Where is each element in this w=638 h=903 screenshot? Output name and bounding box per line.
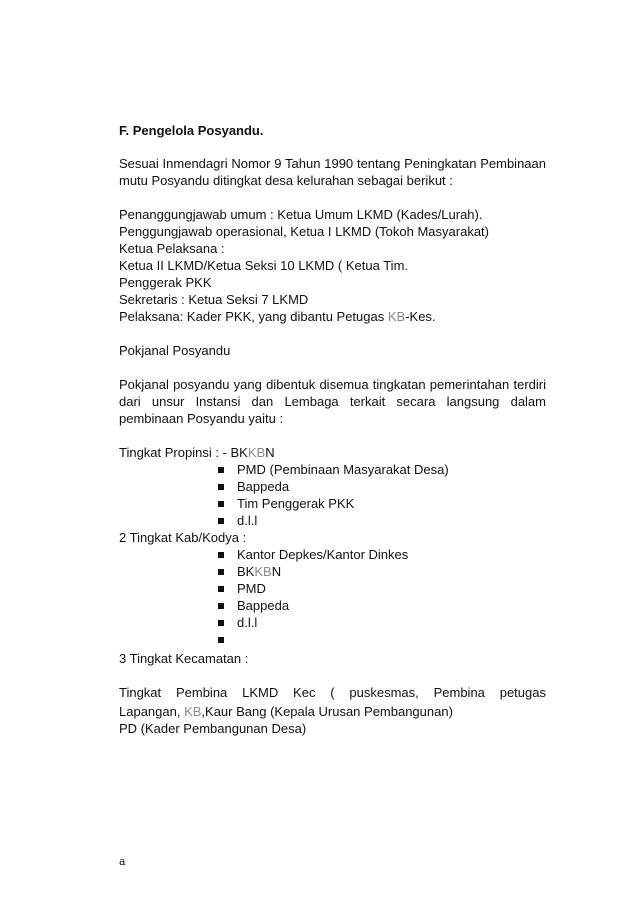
bullet-square-icon	[218, 484, 224, 490]
bullet-square-icon	[218, 501, 224, 507]
kecamatan-line-2	[119, 703, 453, 720]
kabupaten-label: 2 Tingkat Kab/Kodya :	[119, 530, 247, 545]
intro-line-2: mutu Posyandu ditingkat desa kelurahan sebagai berikut :	[119, 173, 453, 188]
propinsi-label-b: N	[265, 445, 275, 460]
section-heading: F. Pengelola Posyandu.	[119, 123, 264, 138]
bullet-square-icon	[218, 467, 224, 473]
list-item	[218, 461, 449, 478]
list-item	[218, 580, 266, 597]
kecamatan-line-1: Tingkat Pembina LKMD Kec ( puskesmas, Pembina petugas	[119, 685, 546, 700]
role-line-3: Ketua Pelaksana :	[119, 241, 225, 256]
list-item-text: Bappeda	[237, 479, 290, 494]
role-line-4: Ketua II LKMD/Ketua Seksi 10 LKMD ( Ketua Tim.	[119, 258, 409, 273]
intro-line-1: Sesuai Inmendagri Nomor 9 Tahun 1990 tentang Peningkatan Pembinaan	[119, 156, 546, 171]
list-item	[218, 495, 354, 512]
pokjanal-line-2: dari unsur Instansi dan Lembaga terkait secara langsung dalam	[119, 394, 546, 409]
page-footer: a	[119, 855, 126, 868]
list-item-text: d.l.l	[237, 513, 258, 528]
bullet-square-icon	[218, 518, 224, 524]
list-item	[218, 512, 257, 529]
kb-highlight: KB	[387, 309, 406, 324]
list-item-text: d.l.l	[237, 615, 258, 630]
bullet-square-icon	[218, 552, 224, 558]
propinsi-label-a: Tingkat Propinsi : - BK	[119, 445, 248, 460]
list-item	[218, 478, 289, 495]
role-line-2: Penggungjawab operasional, Ketua I LKMD (Tokoh Masyarakat)	[119, 224, 489, 239]
list-item	[218, 631, 237, 648]
kecamatan-line-2-a: Lapangan,	[119, 704, 185, 719]
bullet-square-icon	[218, 586, 224, 592]
bullet-square-icon	[218, 620, 224, 626]
list-item	[218, 563, 281, 580]
pokjanal-title: Pokjanal Posyandu	[119, 343, 231, 358]
list-item-text: Tim Penggerak PKK	[237, 496, 355, 511]
bullet-square-icon	[218, 603, 224, 609]
pokjanal-line-3: pembinaan Posyandu yaitu :	[119, 411, 284, 426]
role-line-7-text-b: -Kes.	[405, 309, 436, 324]
kb-highlight: KB	[254, 564, 272, 579]
pokjanal-line-1: Pokjanal posyandu yang dibentuk disemua tingkatan pemerintahan terdiri	[119, 377, 546, 392]
bullet-square-icon	[218, 637, 224, 643]
list-item-text-a: BK	[237, 564, 255, 579]
kecamatan-label: 3 Tingkat Kecamatan :	[119, 651, 249, 666]
kecamatan-line-2-b: ,Kaur Bang (Kepala Urusan Pembangunan)	[201, 704, 453, 719]
role-line-7	[119, 308, 436, 325]
list-item-text: PMD	[237, 581, 266, 596]
role-line-7-text-a: Pelaksana: Kader PKK, yang dibantu Petugas	[119, 309, 388, 324]
list-item	[218, 597, 289, 614]
role-line-1: Penanggungjawab umum : Ketua Umum LKMD (Kades/Lurah).	[119, 207, 483, 222]
bullet-square-icon	[218, 569, 224, 575]
role-line-5: Penggerak PKK	[119, 275, 212, 290]
list-item-text: Kantor Depkes/Kantor Dinkes	[237, 547, 409, 562]
kb-highlight: KB	[247, 445, 266, 460]
list-item-text: PMD (Pembinaan Masyarakat Desa)	[237, 462, 449, 477]
list-item-text-b: N	[271, 564, 282, 579]
propinsi-label	[119, 444, 275, 461]
role-line-6: Sekretaris : Ketua Seksi 7 LKMD	[119, 292, 309, 307]
list-item	[218, 614, 257, 631]
list-item	[218, 546, 408, 563]
kecamatan-line-3: PD (Kader Pembangunan Desa)	[119, 721, 307, 736]
list-item-text: Bappeda	[237, 598, 290, 613]
kb-highlight: KB	[184, 704, 202, 719]
